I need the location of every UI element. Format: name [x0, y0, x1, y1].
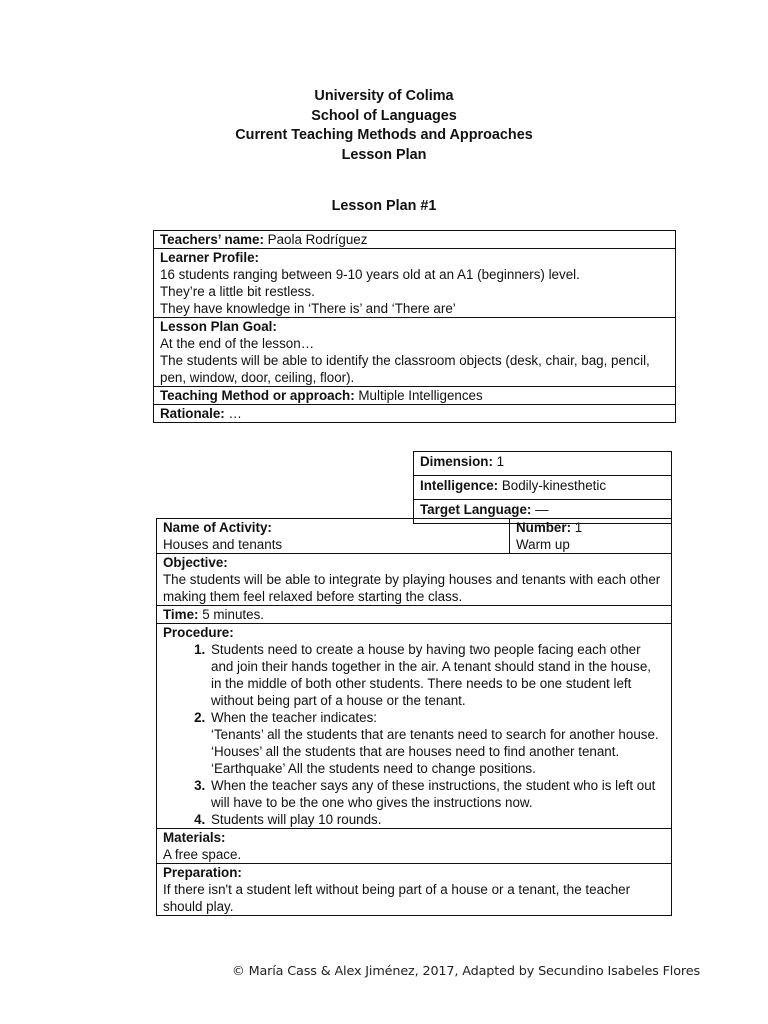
goal-line: At the end of the lesson… — [160, 336, 315, 351]
learner-profile-row — [154, 249, 676, 318]
dimension-value: 1 — [492, 454, 505, 469]
rationale-value: … — [224, 406, 242, 421]
procedure-step — [209, 709, 665, 777]
target-language-value: — — [531, 502, 549, 517]
activity-name-row — [157, 519, 672, 554]
procedure-step-text: 2. When the teacher indicates: — [211, 710, 377, 725]
procedure-label: Procedure: — [163, 625, 234, 640]
intelligence-value: Bodily-kinesthetic — [498, 478, 607, 493]
time-value: 5 minutes. — [198, 607, 264, 622]
rationale-label: Rationale: — [160, 406, 225, 421]
goal-label: Lesson Plan Goal: — [160, 319, 277, 334]
activity-stage: Warm up — [516, 537, 570, 552]
activity-number-value: 1 — [571, 520, 583, 535]
dimension-table — [413, 451, 672, 524]
learner-profile-line: 16 students ranging between 9-10 years old at an A1 (beginners) level. — [160, 267, 580, 282]
goal-line: The students will be able to identify the classroom objects (desk, chair, bag, pencil, pen, window, door, ceiling, floor). — [160, 353, 650, 385]
procedure-step: 3. When the teacher says any of these instructions, the student who is left out will have to be the one who gives the instructions now. — [209, 777, 665, 811]
teacher-row — [154, 231, 676, 249]
preparation-row — [157, 864, 672, 916]
objective-row — [157, 554, 672, 606]
learner-profile-label: Learner Profile: — [160, 250, 259, 265]
materials-label: Materials: — [163, 830, 226, 845]
procedure-substep: ‘Houses’ all the students that are houses need to find another tenant. — [211, 744, 620, 759]
dimension-row — [414, 452, 672, 476]
learner-profile-line: They have knowledge in ‘There is’ and ‘There are’ — [160, 301, 456, 316]
procedure-step: 1. Students need to create a house by having two people facing each other and join their hands together in the air. A tenant should stand in the house, in the middle of both other students. There needs to be one student left without being part of a house or the tenant. — [209, 641, 665, 709]
goal-row — [154, 318, 676, 387]
rationale-row — [154, 405, 676, 423]
lesson-info-table — [153, 230, 676, 423]
materials-value: A free space. — [163, 847, 242, 862]
activity-table — [156, 518, 672, 916]
teacher-label: Teachers’ name: — [160, 232, 264, 247]
university-name: University of Colima — [314, 88, 454, 104]
procedure-step: 4. Students will play 10 rounds. — [209, 811, 665, 828]
procedure-steps — [163, 641, 665, 828]
school-name: School of Languages — [311, 107, 457, 124]
document-type: Lesson Plan — [341, 146, 427, 163]
method-row — [154, 387, 676, 405]
activity-name-label: Name of Activity: — [163, 520, 272, 535]
lesson-plan-number: Lesson Plan #1 — [331, 198, 437, 214]
preparation-value: If there isn't a student left without being part of a house or a tenant, the teacher should play. — [163, 882, 631, 914]
method-value: Multiple Intelligences — [354, 388, 483, 403]
procedure-row — [157, 624, 672, 829]
method-label: Teaching Method or approach: — [160, 388, 355, 403]
dimension-label: Dimension: — [420, 454, 493, 469]
materials-row — [157, 829, 672, 864]
procedure-substep: ‘Tenants’ all the students that are tenants need to search for another house. — [211, 727, 659, 742]
activity-name-value: Houses and tenants — [163, 537, 283, 552]
activity-number-label: Number: — [516, 520, 572, 535]
learner-profile-line: They’re a little bit restless. — [160, 284, 315, 299]
copyright-footer: © María Cass & Alex Jiménez, 2017, Adapted by Secundino Isabeles Flores — [232, 964, 700, 979]
preparation-label: Preparation: — [163, 865, 242, 880]
course-name: Current Teaching Methods and Approaches — [235, 127, 533, 143]
time-row — [157, 606, 672, 624]
target-language-label: Target Language: — [420, 502, 532, 517]
objective-value: The students will be able to integrate by playing houses and tenants with each other making them feel relaxed before starting the class. — [163, 572, 661, 604]
objective-label: Objective: — [163, 555, 228, 570]
teacher-value: Paola Rodríguez — [263, 232, 368, 247]
document-header — [0, 87, 768, 165]
intelligence-label: Intelligence: — [420, 478, 499, 493]
intelligence-row — [414, 476, 672, 500]
procedure-substep: ‘Earthquake’ All the students need to change positions. — [211, 761, 536, 776]
time-label: Time: — [163, 607, 199, 622]
